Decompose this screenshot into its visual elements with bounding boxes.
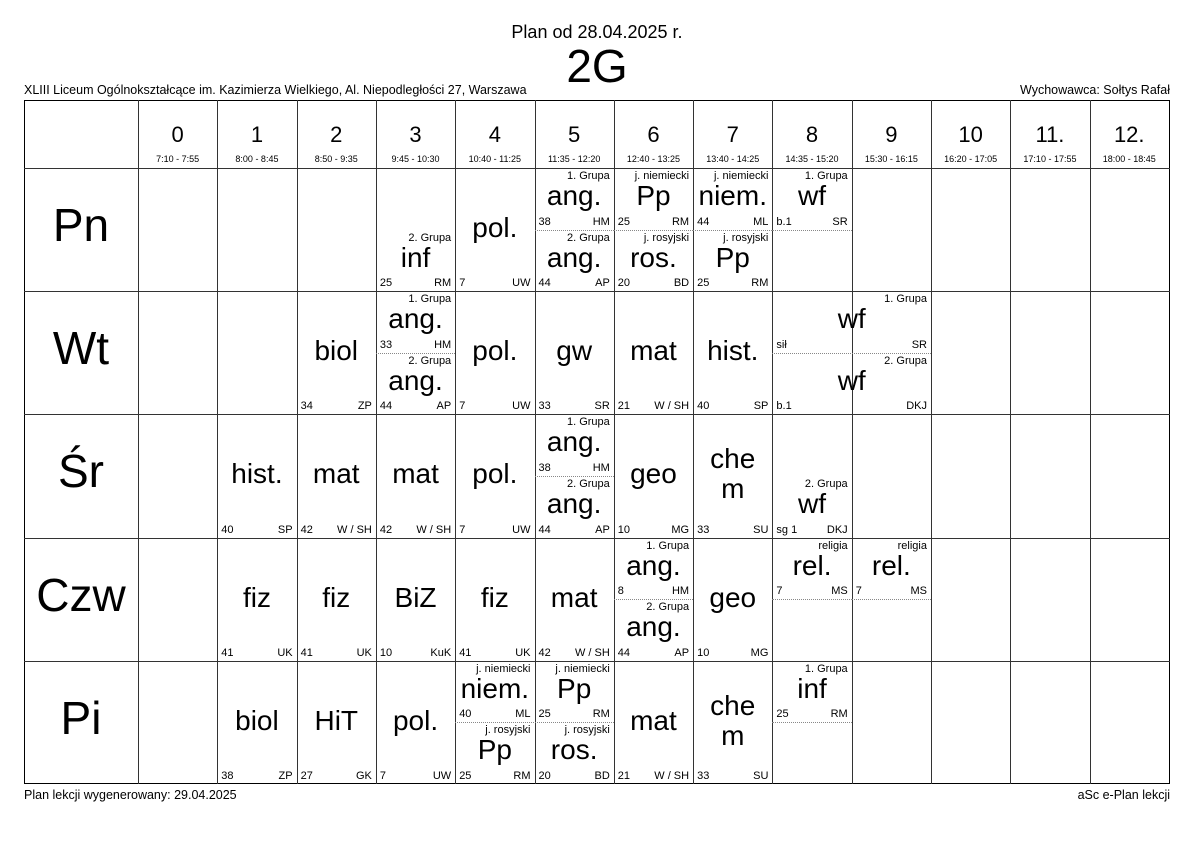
lesson-room: b.1 (776, 215, 792, 228)
lesson-cell[interactable] (772, 168, 851, 231)
lesson-teacher: RM (671, 215, 690, 228)
lesson-group: j. rosyjski (485, 724, 531, 737)
lesson-teacher: BD (594, 769, 610, 782)
lesson-room: 27 (300, 769, 313, 782)
lesson-room: 38 (538, 215, 551, 228)
lesson-cell[interactable] (693, 661, 772, 784)
lesson-teacher: MS (910, 585, 927, 598)
day-label: Pi (60, 691, 102, 744)
lesson-room: 42 (379, 523, 393, 536)
lesson-cell[interactable] (376, 353, 455, 415)
period-time: 17:10 - 17:55 (1023, 154, 1077, 164)
lesson-cell[interactable] (614, 661, 693, 784)
lesson-room: 25 (776, 708, 789, 721)
lesson-group: 2. Grupa (804, 478, 848, 490)
lesson-group: j. rosyjski (723, 231, 769, 244)
lesson-room: 25 (379, 277, 393, 290)
lesson-cell[interactable] (376, 661, 455, 784)
lesson-teacher: UK (356, 646, 372, 659)
lesson-room: 7 (459, 523, 466, 536)
lesson-group: j. niemiecki (555, 662, 610, 675)
lesson-subject: wf (837, 364, 866, 396)
lesson-subject: Pp (636, 180, 671, 211)
lesson-room: 25 (697, 277, 710, 290)
period-header (693, 100, 772, 168)
lesson-room: 10 (379, 646, 393, 659)
lesson-teacher: SU (753, 523, 769, 536)
lesson-subject: HiT (314, 704, 359, 736)
lesson-cell[interactable] (693, 168, 772, 231)
lesson-teacher: SU (753, 769, 769, 782)
lesson-teacher: HM (592, 215, 610, 228)
lesson-cell[interactable] (376, 538, 455, 661)
lesson-cell[interactable] (693, 538, 772, 661)
lesson-room: 7 (776, 585, 783, 598)
lesson-group: j. niemiecki (713, 170, 769, 182)
plan-date-title: Plan od 28.04.2025 r. (511, 22, 683, 42)
lesson-teacher: W / SH (574, 646, 610, 659)
lesson-subject: biol (235, 704, 279, 736)
lesson-teacher: SR (911, 338, 927, 351)
lesson-subject: pol. (472, 335, 518, 367)
lesson-room: 44 (538, 277, 551, 290)
lesson-cell[interactable] (376, 291, 455, 354)
lesson-room: 7 (379, 769, 387, 782)
lesson-group: 1. Grupa (566, 170, 610, 182)
lesson-room: sg 1 (776, 523, 798, 536)
lesson-cell[interactable] (535, 291, 614, 414)
lesson-cell[interactable] (693, 230, 772, 292)
lesson-room: 20 (538, 769, 551, 782)
lesson-group: j. niemiecki (634, 170, 690, 182)
period-number: 4 (488, 122, 501, 147)
lesson-subject: che m (710, 443, 756, 505)
period-number: 6 (647, 122, 660, 147)
lesson-subject: Pp (557, 672, 592, 704)
lesson-teacher: SP (277, 523, 293, 536)
lesson-cell[interactable] (455, 661, 534, 724)
lesson-subject: inf (400, 241, 431, 273)
lesson-room: 33 (697, 523, 710, 536)
period-header (297, 100, 376, 168)
lesson-teacher: ML (515, 708, 531, 721)
lesson-teacher: AP (436, 400, 452, 413)
lesson-subject: ros. (550, 734, 598, 766)
lesson-subject: gw (556, 335, 593, 367)
period-time: 11:35 - 12:20 (547, 154, 601, 164)
lesson-cell[interactable] (535, 476, 614, 538)
lesson-teacher: HM (592, 461, 610, 474)
lesson-subject: mat (392, 458, 439, 490)
lesson-teacher: UW (432, 769, 452, 782)
lesson-group: religia (818, 539, 848, 552)
period-header (217, 100, 296, 168)
lesson-group: j. rosyjski (643, 231, 690, 244)
lesson-subject: pol. (472, 212, 518, 243)
lesson-cell[interactable] (535, 168, 614, 231)
lesson-room: 44 (617, 646, 631, 659)
lesson-subject: mat (550, 581, 598, 613)
lesson-cell[interactable] (217, 414, 296, 537)
lesson-teacher: SR (594, 400, 610, 413)
lesson-teacher: RM (434, 277, 452, 290)
period-header (1090, 100, 1169, 168)
lesson-group: 1. Grupa (566, 416, 610, 429)
period-number: 11. (1035, 122, 1065, 147)
lesson-teacher: UK (515, 646, 531, 659)
day-label: Śr (58, 445, 104, 498)
timetable-grid (24, 100, 1170, 784)
day-label: Wt (52, 322, 110, 375)
grid-column-line (1010, 100, 1011, 784)
lesson-teacher: MG (671, 523, 690, 536)
lesson-group: 1. Grupa (804, 170, 848, 182)
period-time: 10:40 - 11:25 (468, 154, 522, 164)
lesson-subject: hist. (231, 458, 283, 490)
lesson-cell[interactable] (297, 414, 376, 537)
lesson-teacher: ZP (357, 400, 372, 413)
lesson-cell[interactable] (772, 538, 851, 601)
lesson-room: 42 (300, 523, 313, 536)
lesson-subject: ang. (546, 241, 602, 273)
lesson-teacher: GK (355, 769, 372, 782)
lesson-teacher: ZP (278, 769, 293, 782)
lesson-group: j. niemiecki (476, 662, 531, 675)
lesson-group: 1. Grupa (804, 662, 848, 675)
lesson-teacher: RM (513, 769, 531, 782)
lesson-teacher: AP (595, 523, 610, 536)
lesson-cell[interactable] (614, 414, 693, 537)
lesson-cell[interactable] (614, 230, 693, 292)
lesson-subject: mat (312, 458, 360, 490)
lesson-teacher: HM (434, 338, 452, 351)
lesson-subject: geo (630, 458, 677, 490)
period-number: 10 (958, 122, 983, 147)
lesson-group: 2. Grupa (408, 354, 452, 367)
lesson-teacher: KuK (430, 646, 452, 659)
lesson-teacher: AP (674, 646, 690, 659)
lesson-room: 40 (459, 708, 472, 721)
lesson-cell[interactable] (535, 230, 614, 292)
lesson-room: 7 (855, 585, 862, 598)
lesson-group: 2. Grupa (884, 354, 927, 367)
class-teacher: Wychowawca: Sołtys Rafał (1020, 83, 1170, 97)
lesson-room: 10 (697, 646, 710, 659)
lesson-subject: ang. (626, 549, 681, 581)
lesson-subject: niem. (698, 180, 767, 211)
lesson-subject: hist. (707, 335, 759, 367)
period-header (535, 100, 614, 168)
lesson-group: 2. Grupa (566, 478, 610, 490)
lesson-room: 8 (617, 585, 624, 598)
period-number: 0 (171, 122, 184, 147)
lesson-room: 20 (617, 277, 631, 290)
lesson-room: 10 (617, 523, 631, 536)
lesson-cell[interactable] (376, 414, 455, 537)
lesson-teacher: AP (595, 277, 610, 290)
lesson-teacher: BD (673, 277, 690, 290)
lesson-room: b.1 (776, 400, 792, 413)
lesson-teacher: RM (830, 708, 848, 721)
period-number: 3 (409, 122, 422, 147)
lesson-group: 1. Grupa (884, 293, 927, 306)
lesson-room: 34 (300, 400, 313, 413)
lesson-group: religia (897, 539, 927, 552)
period-time: 14:35 - 15:20 (785, 154, 839, 164)
period-time: 8:00 - 8:45 (235, 154, 279, 164)
grid-column-line (138, 100, 139, 784)
period-header (852, 100, 931, 168)
lesson-room: 40 (221, 523, 234, 536)
lesson-teacher: MG (750, 646, 769, 659)
period-time: 13:40 - 14:25 (706, 154, 760, 164)
lesson-teacher: MS (831, 585, 848, 598)
period-time: 18:00 - 18:45 (1102, 154, 1156, 164)
lesson-teacher: SR (832, 215, 848, 228)
day-label: Czw (36, 568, 126, 621)
lesson-cell[interactable] (614, 291, 693, 414)
lesson-cell[interactable] (693, 291, 772, 414)
lesson-cell[interactable] (772, 661, 851, 724)
school-name: XLIII Liceum Ogólnokształcące im. Kazimierza Wielkiego, Al. Niepodległości 27, Warszawa (24, 83, 527, 97)
period-header (455, 100, 534, 168)
lesson-room: 44 (538, 523, 551, 536)
lesson-cell[interactable] (535, 538, 614, 661)
lesson-subject: ang. (388, 364, 443, 396)
lesson-subject: mat (630, 335, 677, 367)
lesson-room: 42 (538, 646, 551, 659)
lesson-cell[interactable] (217, 538, 296, 661)
lesson-subject: biol (314, 335, 359, 367)
lesson-room: 7 (459, 277, 466, 290)
lesson-cell[interactable] (297, 538, 376, 661)
period-time: 9:45 - 10:30 (391, 154, 440, 164)
lesson-room: 21 (617, 400, 631, 413)
lesson-room: sił (776, 338, 787, 351)
day-label: Pn (52, 199, 110, 251)
lesson-cell[interactable] (297, 291, 376, 414)
lesson-cell[interactable] (455, 168, 534, 291)
lesson-subject: wf (837, 303, 866, 335)
lesson-room: 21 (617, 769, 631, 782)
lesson-group: 2. Grupa (646, 601, 690, 614)
lesson-cell[interactable] (535, 414, 614, 477)
lesson-room: 33 (538, 400, 551, 413)
lesson-room: 38 (538, 461, 551, 474)
lesson-teacher: HM (671, 585, 690, 598)
lesson-room: 38 (221, 769, 234, 782)
lesson-room: 25 (459, 769, 472, 782)
lesson-cell[interactable] (693, 414, 772, 537)
lesson-group: 1. Grupa (408, 293, 452, 306)
lesson-room: 41 (221, 646, 234, 659)
lesson-room: 25 (538, 708, 551, 721)
lesson-group: 2. Grupa (408, 231, 452, 244)
lesson-cell[interactable] (376, 230, 455, 292)
lesson-subject: niem. (460, 672, 530, 704)
lesson-teacher: W / SH (337, 523, 372, 536)
lesson-teacher: RM (592, 708, 610, 721)
lesson-teacher: DKJ (826, 523, 848, 536)
lesson-subject: ang. (546, 180, 602, 211)
lesson-group: 1. Grupa (646, 539, 690, 552)
period-time: 16:20 - 17:05 (944, 154, 998, 164)
lesson-subject: ros. (630, 241, 677, 273)
lesson-subject: fiz (242, 581, 271, 613)
lesson-subject: pol. (472, 458, 518, 490)
lesson-subject: che m (710, 689, 756, 751)
lesson-subject: mat (630, 704, 677, 736)
lesson-cell[interactable] (455, 291, 534, 414)
lesson-teacher: ML (753, 215, 769, 228)
period-header (376, 100, 455, 168)
lesson-subject: BiZ (394, 581, 437, 613)
lesson-subject: wf (798, 488, 827, 519)
lesson-subject: inf (797, 672, 827, 704)
period-header (614, 100, 693, 168)
lesson-teacher: UW (512, 400, 531, 413)
lesson-cell[interactable] (852, 538, 931, 601)
lesson-cell[interactable] (614, 168, 693, 231)
lesson-cell[interactable] (772, 476, 851, 538)
lesson-cell[interactable] (535, 661, 614, 724)
period-number: 8 (805, 122, 819, 147)
period-header (1010, 100, 1089, 168)
lesson-teacher: SP (753, 400, 769, 413)
lesson-teacher: UW (512, 523, 531, 536)
period-time: 7:10 - 7:55 (156, 154, 200, 164)
lesson-room: 33 (697, 769, 710, 782)
lesson-subject: Pp (715, 241, 750, 273)
period-header (931, 100, 1010, 168)
grid-column-line (931, 100, 932, 784)
period-number: 7 (726, 122, 739, 147)
lesson-cell[interactable] (217, 661, 296, 784)
lesson-group: j. rosyjski (564, 724, 610, 737)
period-header (138, 100, 217, 168)
lesson-room: 40 (697, 400, 710, 413)
lesson-subject: pol. (392, 704, 439, 736)
lesson-room: 7 (459, 400, 466, 413)
lesson-room: 44 (697, 215, 710, 228)
lesson-cell[interactable] (535, 722, 614, 784)
period-number: 2 (330, 122, 343, 147)
lesson-teacher: W / SH (654, 769, 690, 782)
software-credit: aSc e-Plan lekcji (1077, 788, 1170, 802)
lesson-teacher: UK (277, 646, 293, 659)
lesson-subject: wf (798, 180, 827, 211)
lesson-room: 33 (379, 338, 393, 351)
lesson-subject: rel. (792, 549, 832, 581)
lesson-cell[interactable] (297, 661, 376, 784)
lesson-cell[interactable] (614, 599, 693, 661)
lesson-subject: fiz (480, 581, 509, 613)
lesson-subject: geo (709, 581, 757, 613)
period-number: 9 (885, 122, 898, 147)
lesson-cell[interactable] (772, 353, 931, 415)
period-time: 8:50 - 9:35 (314, 154, 358, 164)
period-time: 15:30 - 16:15 (864, 154, 918, 164)
lesson-cell[interactable] (772, 291, 931, 354)
lesson-teacher: W / SH (654, 400, 690, 413)
lesson-cell[interactable] (455, 538, 534, 661)
lesson-cell[interactable] (455, 722, 534, 784)
lesson-cell[interactable] (614, 538, 693, 601)
lesson-subject: ang. (546, 426, 602, 458)
lesson-group: 2. Grupa (566, 231, 610, 244)
lesson-subject: ang. (388, 303, 443, 335)
lesson-teacher: UW (512, 277, 531, 290)
lesson-teacher: W / SH (416, 523, 452, 536)
period-time: 12:40 - 13:25 (626, 154, 680, 164)
lesson-subject: Pp (477, 734, 512, 766)
grid-column-line (1090, 100, 1091, 784)
lesson-room: 25 (617, 215, 631, 228)
period-number: 1 (250, 122, 264, 147)
lesson-cell[interactable] (455, 414, 534, 537)
lesson-room: 41 (300, 646, 313, 659)
lesson-room: 41 (459, 646, 472, 659)
lesson-subject: rel. (871, 549, 911, 581)
period-number: 5 (568, 122, 581, 147)
period-header (772, 100, 851, 168)
lesson-teacher: RM (751, 277, 769, 290)
lesson-subject: fiz (322, 581, 351, 613)
period-number: 12. (1113, 122, 1145, 147)
lesson-room: 44 (379, 400, 393, 413)
class-name: 2G (566, 40, 628, 92)
generated-date: Plan lekcji wygenerowany: 29.04.2025 (24, 788, 237, 802)
lesson-subject: ang. (626, 611, 681, 643)
grid-column-line (852, 100, 853, 784)
lesson-teacher: DKJ (906, 400, 927, 413)
lesson-subject: ang. (546, 488, 602, 519)
